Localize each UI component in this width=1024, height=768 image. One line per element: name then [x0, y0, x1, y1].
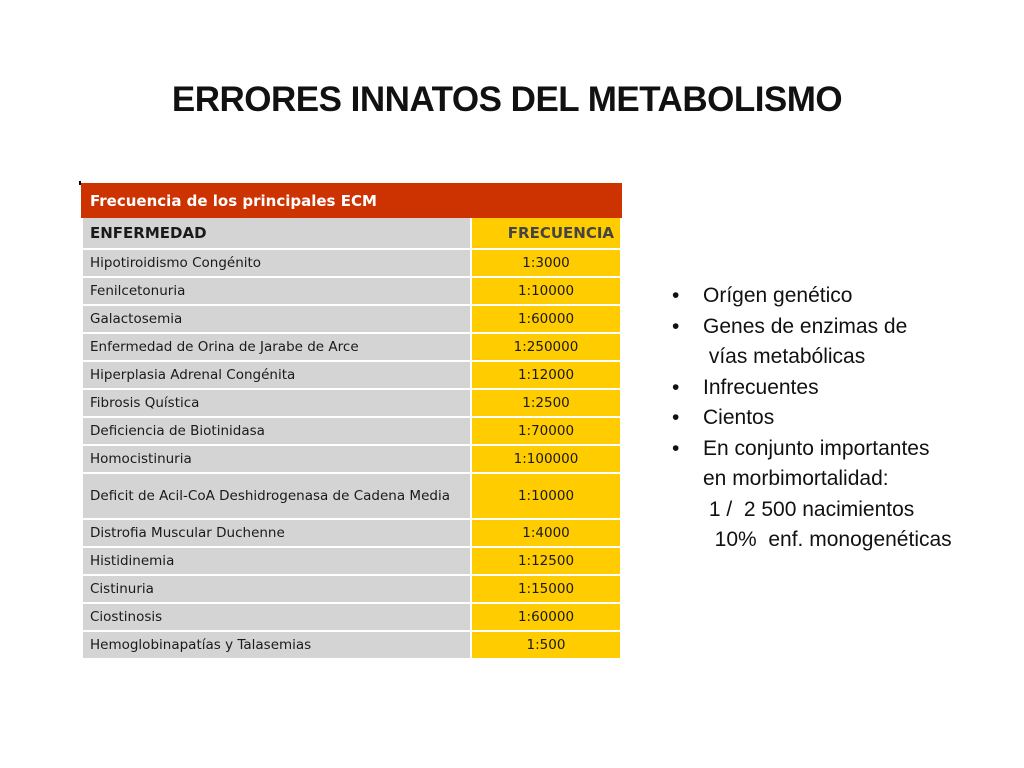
- table-caption: Frecuencia de los principales ECM: [82, 184, 621, 217]
- disease-name-cell: Cistinuria: [82, 575, 471, 603]
- table-row: [82, 519, 621, 547]
- bullet-dot-icon: •: [672, 436, 680, 460]
- table-caption-row: [82, 184, 621, 217]
- bullet-item: [672, 403, 952, 434]
- table-row: [82, 631, 621, 659]
- table-row: [82, 473, 621, 519]
- frequency-cell: 1:100000: [471, 445, 621, 473]
- bullet-text: 1 / 2 500 nacimientos: [703, 497, 915, 521]
- table-row: [82, 389, 621, 417]
- column-header-enfermedad: ENFERMEDAD: [82, 217, 471, 249]
- bullet-text: 10% enf. monogenéticas: [703, 528, 952, 551]
- disease-name-cell: Deficit de Acil-CoA Deshidrogenasa de Cadena Media: [82, 473, 471, 519]
- bullet-dot-icon: •: [672, 375, 680, 399]
- bullet-text: Cientos: [703, 406, 775, 429]
- table-row: [82, 277, 621, 305]
- frequency-table: [81, 183, 622, 660]
- frequency-cell: 1:12000: [471, 361, 621, 389]
- bullet-dot-icon: •: [672, 406, 680, 429]
- bullet-continuation: [672, 342, 952, 373]
- bullet-item: [672, 434, 952, 465]
- frequency-cell: 1:4000: [471, 519, 621, 547]
- bullet-dot-icon: •: [672, 284, 680, 307]
- bullet-text: En conjunto importantes: [703, 436, 930, 460]
- disease-name-cell: Enfermedad de Orina de Jarabe de Arce: [82, 333, 471, 361]
- disease-name-cell: Galactosemia: [82, 305, 471, 333]
- frequency-cell: 1:15000: [471, 575, 621, 603]
- bullet-continuation: [672, 495, 952, 526]
- table-row: [82, 603, 621, 631]
- frequency-cell: 1:12500: [471, 547, 621, 575]
- disease-name-cell: Hipotiroidismo Congénito: [82, 249, 471, 277]
- frequency-cell: 1:3000: [471, 249, 621, 277]
- bullet-text: Orígen genético: [703, 284, 853, 307]
- bullet-text: en morbimortalidad:: [703, 467, 889, 490]
- frequency-cell: 1:10000: [471, 277, 621, 305]
- frequency-cell: 1:250000: [471, 333, 621, 361]
- bullet-dot-icon: •: [672, 314, 680, 338]
- frequency-cell: 1:500: [471, 631, 621, 659]
- bullet-item: [672, 373, 952, 404]
- bullet-text: Infrecuentes: [703, 375, 819, 399]
- bullet-item: [672, 312, 952, 343]
- frequency-cell: 1:60000: [471, 305, 621, 333]
- table-row: [82, 417, 621, 445]
- disease-name-cell: Fibrosis Quística: [82, 389, 471, 417]
- disease-name-cell: Histidinemia: [82, 547, 471, 575]
- bullet-item: [672, 281, 952, 312]
- disease-name-cell: Distrofia Muscular Duchenne: [82, 519, 471, 547]
- table-row: [82, 445, 621, 473]
- bullet-continuation: [672, 525, 952, 556]
- frequency-cell: 1:10000: [471, 473, 621, 519]
- bullet-text: vías metabólicas: [703, 345, 866, 368]
- column-header-frecuencia: FRECUENCIA: [471, 217, 621, 249]
- disease-name-cell: Fenilcetonuria: [82, 277, 471, 305]
- bullet-list: [672, 281, 952, 556]
- table-row: [82, 361, 621, 389]
- table-row: [82, 575, 621, 603]
- bullet-continuation: [672, 464, 952, 495]
- frequency-cell: 1:60000: [471, 603, 621, 631]
- frequency-cell: 1:2500: [471, 389, 621, 417]
- table-row: [82, 333, 621, 361]
- disease-name-cell: Hemoglobinapatías y Talasemias: [82, 631, 471, 659]
- table-row: [82, 305, 621, 333]
- table-row: [82, 249, 621, 277]
- disease-name-cell: Homocistinuria: [82, 445, 471, 473]
- table-header-row: [82, 217, 621, 249]
- disease-name-cell: Hiperplasia Adrenal Congénita: [82, 361, 471, 389]
- frequency-cell: 1:70000: [471, 417, 621, 445]
- bullet-text: Genes de enzimas de: [703, 314, 908, 338]
- disease-name-cell: Deficiencia de Biotinidasa: [82, 417, 471, 445]
- disease-name-cell: Ciostinosis: [82, 603, 471, 631]
- table-row: [82, 547, 621, 575]
- slide-title: ERRORES INNATOS DEL METABOLISMO: [171, 80, 843, 119]
